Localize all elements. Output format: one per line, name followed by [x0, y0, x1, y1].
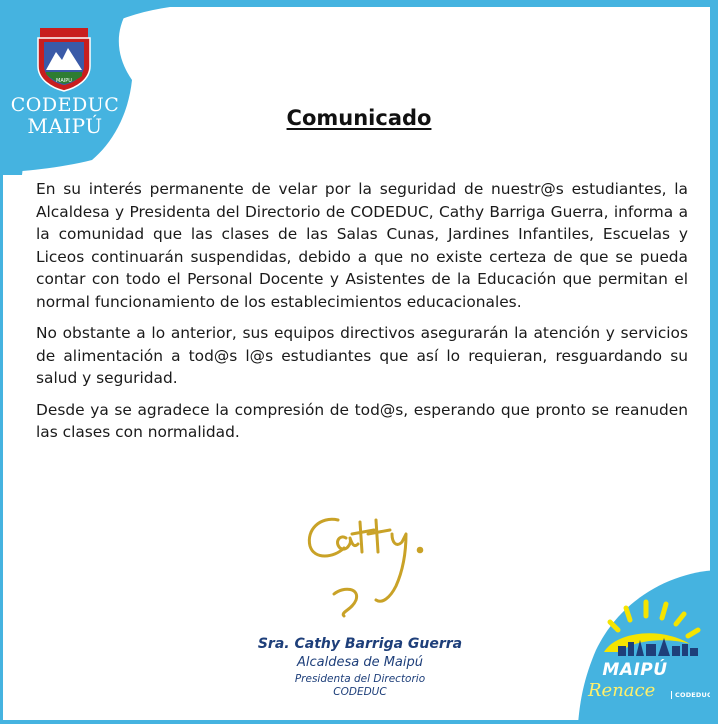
- handwritten-signature: [300, 508, 450, 628]
- paragraph-2: No obstante a lo anterior, sus equipos directivos asegurarán la atención y servicios de alimentación a tod@s l@s estudiantes que así lo requieran, resguardando su salud y seguridad.: [36, 324, 688, 387]
- top-left-corner-decoration: [0, 0, 200, 175]
- renace-logo-text: Renace: [588, 680, 656, 701]
- paragraph-1: En su interés permanente de velar por la seguridad de nuestr@s estudiantes, la Alcaldesa y Presidenta del Directorio de CODEDUC, Cathy Barriga Guerra, informa a la comunidad que las clases de las Salas Cunas, Jardines Infantiles, Escuelas y Liceos continuarán suspendidas, debido a que no existe certeza de que se pueda contar con todo el Personal Docente y Asistentes de la Educación que permitan el normal funcionamiento de los establecimientos educacionales.: [36, 180, 688, 311]
- announcement-body: [36, 178, 688, 453]
- signatory-subtitle: Presidenta del Directorio: [294, 673, 426, 685]
- page-title: Comunicado: [286, 106, 432, 130]
- codeduc-logo-text: CODEDUC: [671, 691, 712, 699]
- org-name-codeduc: CODEDUC: [10, 94, 120, 116]
- org-name-maipu: MAIPÚ: [27, 114, 103, 138]
- signatory-subtitle-org: CODEDUC: [333, 686, 387, 698]
- maipu-logo-text: MAIPÚ: [602, 660, 668, 680]
- paragraph-3: Desde ya se agradece la compresión de tod@s, esperando que pronto se reanuden las clases con normalidad.: [36, 400, 688, 441]
- crest-text: MAIPU: [56, 78, 72, 84]
- codeduc-crest-logo: [32, 28, 96, 92]
- signatory-name: Sra. Cathy Barriga Guerra: [257, 636, 463, 652]
- signatory-title: Alcaldesa de Maipú: [296, 655, 424, 670]
